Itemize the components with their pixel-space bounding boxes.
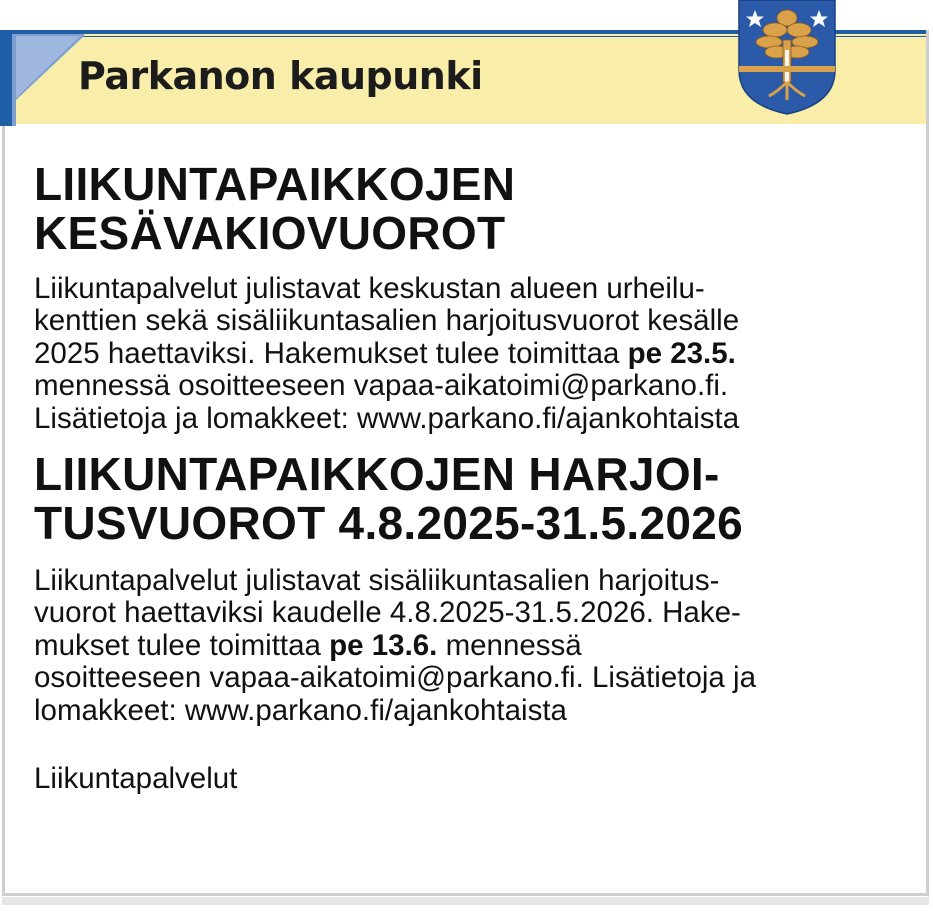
- corner-ribbon-icon: [0, 28, 90, 128]
- section1-body: [34, 273, 904, 435]
- section1-title: [34, 160, 904, 258]
- section2-body-text: mennessä: [437, 628, 582, 662]
- section1-body-line: [34, 338, 904, 370]
- section1-deadline: pe 23.5.: [627, 336, 736, 370]
- section2-body: [34, 565, 904, 727]
- coat-of-arms-icon: [737, 0, 837, 116]
- frame-shadow: [2, 897, 929, 905]
- section1-body-line: kenttien sekä sisäliikuntasalien harjoitusvuorot kesälle: [34, 304, 740, 338]
- section2-deadline: pe 13.6.: [329, 628, 438, 662]
- org-name: Parkanon kaupunki: [78, 54, 483, 98]
- section1-body-line: Lisätietoja ja lomakkeet: www.parkano.fi/ajankohtaista: [34, 401, 740, 435]
- section2-body-line: [34, 630, 904, 662]
- section1-body-line: Liikuntapalvelut julistavat keskustan alueen urheilu-: [34, 272, 705, 305]
- section2-body-line: vuorot haettaviksi kaudelle 4.8.2025-31.5.2026. Hake-: [34, 596, 741, 630]
- section2-body-line: osoitteeseen vapaa-aikatoimi@parkano.fi. Lisätietoja ja: [34, 661, 756, 695]
- section1-title-line: KESÄVAKIOVUOROT: [34, 207, 506, 259]
- notice-content: [34, 160, 904, 795]
- section2-body-line: lomakkeet: www.parkano.fi/ajankohtaista: [34, 693, 567, 727]
- section1-body-line: mennessä osoitteeseen vapaa-aikatoimi@parkano.fi.: [34, 369, 729, 403]
- section2-body-text: mukset tulee toimittaa: [34, 628, 330, 662]
- section2-title-line: LIIKUNTAPAIKKOJEN HARJOI-: [34, 448, 720, 501]
- signature: Liikuntapalvelut: [34, 762, 238, 796]
- section1-body-text: 2025 haettaviksi. Hakemukset tulee toimittaa: [34, 336, 628, 370]
- section2-title: [34, 450, 904, 548]
- section2-title-line: TUSVUOROT 4.8.2025-31.5.2026: [34, 497, 743, 550]
- section1-title-line: LIIKUNTAPAIKKOJEN: [34, 158, 516, 210]
- section2-body-line: Liikuntapalvelut julistavat sisäliikuntasalien harjoitus-: [34, 564, 720, 598]
